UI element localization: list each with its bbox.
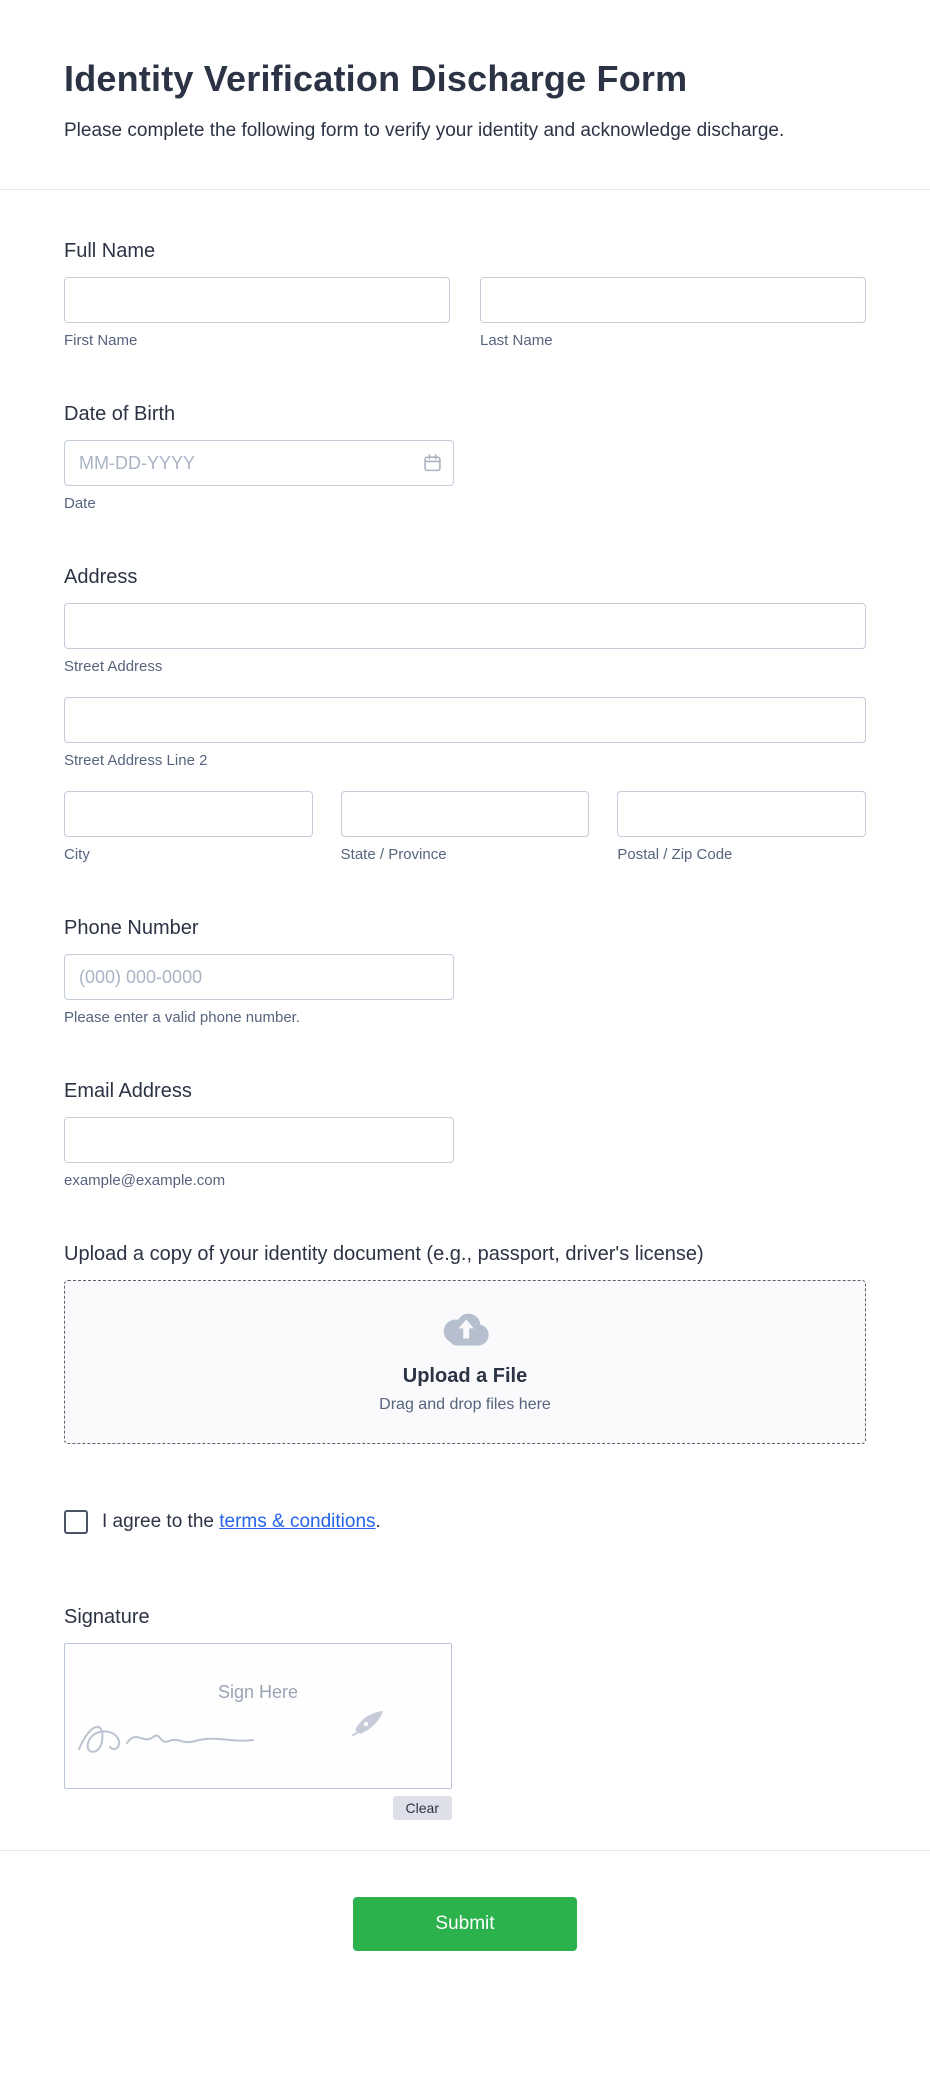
terms-conditions-link[interactable]: terms & conditions [219,1511,376,1533]
field-signature [64,1606,866,1820]
upload-label: Upload a copy of your identity document (e.g., passport, driver's license) [64,1243,704,1266]
phone-sublabel: Please enter a valid phone number. [64,1009,300,1027]
last-name-sublabel: Last Name [480,332,553,350]
city-col [64,791,313,863]
city-input[interactable] [64,791,313,837]
form-subtitle: Please complete the following form to verify your identity and acknowledge discharge. [64,120,785,141]
field-address [64,566,866,863]
terms-prefix: I agree to the [102,1511,220,1533]
submit-button[interactable]: Submit [353,1897,577,1951]
state-col [341,791,590,863]
field-full-name [64,240,866,349]
signature-actions [64,1796,452,1820]
form-body [0,190,930,1820]
terms-checkbox[interactable] [64,1510,88,1534]
city-state-zip-row [64,791,866,863]
address-label: Address [64,566,138,589]
email-label: Email Address [64,1080,192,1103]
email-sublabel: example@example.com [64,1172,226,1190]
phone-input[interactable] [64,954,454,1000]
cloud-upload-icon [439,1310,491,1353]
last-name-input[interactable] [480,277,866,323]
phone-label: Phone Number [64,917,199,940]
street-address2-sublabel: Street Address Line 2 [64,752,208,770]
first-name-col [64,277,450,349]
zip-sublabel: Postal / Zip Code [617,846,733,864]
upload-title: Upload a File [402,1365,528,1388]
street-address-row [64,603,866,675]
state-input[interactable] [341,791,590,837]
form-header [0,0,930,190]
terms-suffix: . [375,1511,381,1533]
street-address-sublabel: Street Address [64,658,163,676]
street-address2-row [64,697,866,769]
file-upload-dropzone[interactable] [64,1280,866,1444]
signature-label: Signature [64,1606,150,1629]
signature-pad[interactable] [64,1643,452,1789]
email-input[interactable] [64,1117,454,1163]
dob-input-wrap [64,440,454,486]
street-address-input[interactable] [64,603,866,649]
state-sublabel: State / Province [340,846,447,864]
dob-input[interactable] [64,440,454,486]
first-name-input[interactable] [64,277,450,323]
form-footer [0,1850,930,2003]
last-name-col [480,277,866,349]
zip-input[interactable] [617,791,866,837]
street-address2-input[interactable] [64,697,866,743]
field-phone [64,917,866,1026]
full-name-label: Full Name [64,240,156,263]
sign-here-placeholder: Sign Here [217,1682,299,1703]
signature-squiggle-decoration [75,1711,305,1762]
zip-col [617,791,866,863]
field-upload [64,1243,866,1444]
dob-label: Date of Birth [64,403,176,426]
clear-signature-button[interactable]: Clear [393,1796,452,1820]
city-sublabel: City [64,846,90,864]
full-name-row [64,277,866,349]
field-email [64,1080,866,1189]
upload-hint: Drag and drop files here [379,1396,551,1414]
dob-sublabel: Date [64,495,96,513]
field-terms [64,1510,866,1534]
field-date-of-birth [64,403,866,512]
form-title: Identity Verification Discharge Form [64,58,688,99]
terms-text [102,1511,381,1533]
pen-nib-icon [351,1709,385,1742]
first-name-sublabel: First Name [64,332,138,350]
